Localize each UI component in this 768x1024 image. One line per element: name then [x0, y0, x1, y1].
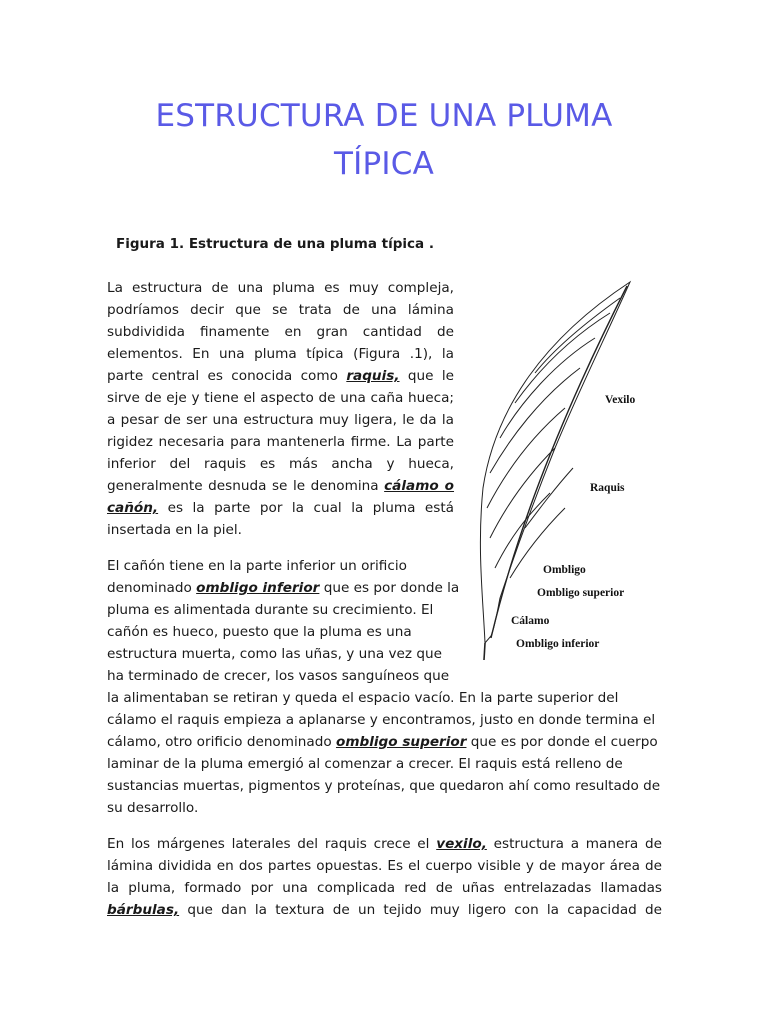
p2-text: denominado — [107, 580, 197, 596]
p2-line — [107, 577, 662, 599]
p2-line: ha terminado de crecer, los vasos sanguíneos que — [107, 668, 450, 684]
p2-line: su desarrollo. — [107, 800, 199, 816]
keyword-vexilo: vexilo, — [436, 836, 487, 852]
keyword-ombligo-inferior: ombligo inferior — [196, 580, 320, 596]
p1-text-3: es la parte por la cual la pluma está insertada en la piel. — [107, 500, 454, 538]
p2-line: cálamo el raquis empieza a aplanarse y encontramos, justo en donde termina el — [107, 712, 656, 728]
keyword-barbulas: bárbulas, — [107, 902, 180, 918]
p3-text: estructura a manera de — [486, 836, 662, 852]
title-line-2: TÍPICA — [334, 146, 434, 182]
p2-text: que es por donde la — [319, 580, 460, 596]
label-vexilo: Vexilo — [605, 394, 636, 406]
p3-line: lámina dividida en dos partes opuestas. Es el cuerpo visible y de mayor área de — [107, 858, 662, 874]
p3-line — [107, 833, 662, 855]
p2-line: laminar de la pluma emergió al comenzar a crecer. El raquis está relleno de — [107, 756, 623, 772]
p2-line: sustancias muertas, pigmentos y proteínas, que quedaron ahí como resultado de — [107, 778, 661, 794]
p2-line: cañón es hueco, puesto que la pluma es una — [107, 624, 412, 640]
label-ombligo-superior: Ombligo superior — [537, 587, 625, 599]
p2-text: cálamo, otro orificio denominado — [107, 734, 336, 750]
title-line-1: ESTRUCTURA DE UNA PLUMA — [155, 98, 613, 134]
label-raquis: Raquis — [590, 482, 625, 494]
p3-line — [107, 899, 662, 921]
p2-line — [107, 731, 662, 753]
keyword-raquis: raquis, — [346, 368, 400, 384]
p3-text: En los márgenes laterales del raquis crece el — [107, 836, 437, 852]
paragraph-1 — [107, 277, 454, 541]
p3-line: la pluma, formado por una complicada red de uñas entrelazadas llamadas — [107, 880, 662, 896]
p2-line: la alimentaban se retiran y queda el espacio vacío. En la parte superior del — [107, 690, 619, 706]
p1-text-1: La estructura de una pluma es muy compleja, podríamos decir que se trata de una lámina subdividida finamente en gran cantidad de elementos. En una pluma típica (Figura .1), la parte central es conocida como — [107, 280, 454, 384]
page-title — [0, 92, 768, 188]
label-ombligo: Ombligo — [543, 564, 586, 576]
p2-line: estructura muerta, como las uñas, y una vez que — [107, 646, 442, 662]
figure-caption: Figura 1. Estructura de una pluma típica . — [116, 236, 434, 252]
paragraph-2 — [107, 555, 662, 819]
label-calamo: Cálamo — [511, 615, 550, 627]
p2-text: que es por donde el cuerpo — [466, 734, 658, 750]
paragraph-3 — [107, 833, 662, 921]
keyword-ombligo-superior: ombligo superior — [335, 734, 467, 750]
p1-text-2: que le sirve de eje y tiene el aspecto de una caña hueca; a pesar de ser una estructura muy ligera, le da la rigidez necesaria para mantenerla firme. La parte inferior del raquis es más ancha y hueca, generalmente desnuda se le denomina — [107, 368, 455, 494]
p2-line: El cañón tiene en la parte inferior un orificio — [107, 558, 407, 574]
keyword-calamo: cálamo o cañón, — [107, 478, 455, 516]
label-ombligo-inferior: Ombligo inferior — [516, 638, 600, 650]
p2-line: pluma es alimentada durante su crecimiento. El — [107, 602, 434, 618]
p3-text: que dan la textura de un tejido muy ligero con la capacidad de — [179, 902, 662, 918]
